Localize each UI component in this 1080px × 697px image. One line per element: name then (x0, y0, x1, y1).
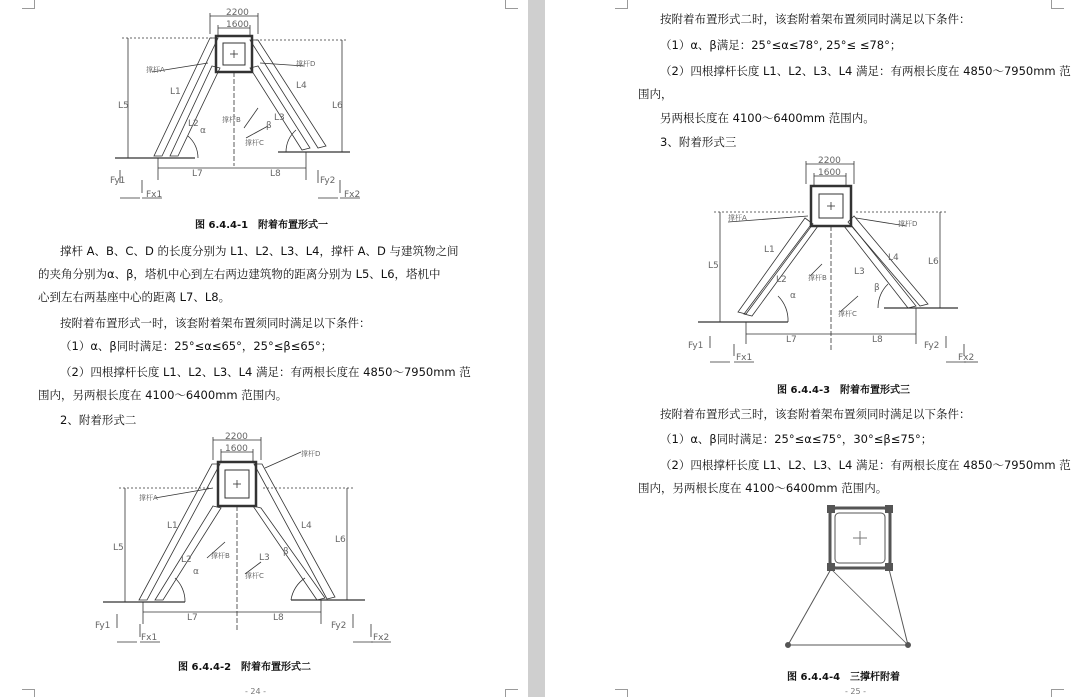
svg-text:L3: L3 (854, 267, 865, 277)
svg-text:L6: L6 (928, 257, 939, 267)
figure-caption: 图 6.4.4-2 附着布置形式二 (178, 662, 312, 673)
svg-text:L2: L2 (776, 275, 787, 285)
svg-text:L7: L7 (187, 613, 198, 623)
svg-text:L2: L2 (188, 119, 199, 129)
svg-text:2200: 2200 (818, 156, 841, 166)
svg-text:撑杆D: 撑杆D (296, 60, 316, 68)
page-number: - 24 - (245, 687, 267, 696)
svg-text:撑杆A: 撑杆A (146, 66, 165, 74)
svg-text:撑杆A: 撑杆A (728, 214, 747, 222)
svg-text:L4: L4 (301, 521, 312, 531)
svg-text:撑杆C: 撑杆C (838, 310, 857, 318)
condition-item: （2）四根撑杆长度 L1、L2、L3、L4 满足：有两根长度在 4850～7950mm 范 (660, 458, 1071, 472)
svg-text:β: β (874, 283, 880, 293)
svg-text:2200: 2200 (226, 8, 249, 18)
svg-text:Fy2: Fy2 (331, 621, 347, 631)
figure-caption: 图 6.4.4-3 附着布置形式三 (777, 385, 911, 396)
figure-caption: 图 6.4.4-4 三撑杆附着 (787, 672, 901, 683)
svg-text:Fy1: Fy1 (110, 176, 126, 186)
svg-text:Fx2: Fx2 (958, 353, 975, 363)
svg-text:撑杆C: 撑杆C (245, 572, 264, 580)
svg-text:L4: L4 (888, 253, 899, 263)
svg-text:Fy1: Fy1 (688, 341, 704, 351)
svg-text:1600: 1600 (226, 20, 249, 30)
svg-text:L6: L6 (332, 101, 343, 111)
attachment-diagram-form-3 (688, 156, 978, 374)
attachment-diagram-form-2 (95, 432, 395, 647)
svg-text:L8: L8 (872, 335, 883, 345)
svg-text:L7: L7 (192, 169, 203, 179)
svg-text:撑杆B: 撑杆B (808, 274, 827, 282)
svg-text:L4: L4 (296, 81, 307, 91)
page-corner-mark (22, 0, 35, 9)
svg-text:L5: L5 (113, 543, 124, 553)
condition-item: （1）α、β同时满足：25°≤α≤75°，30°≤β≤75°； (660, 432, 933, 446)
svg-text:Fx1: Fx1 (141, 633, 158, 643)
figure-caption: 图 6.4.4-1 附着布置形式一 (195, 220, 329, 231)
svg-text:L2: L2 (181, 555, 192, 565)
condition-item: 围内， (638, 87, 673, 101)
paragraph-line: 心到左右两基座中心的距离 L7、L8。 (38, 290, 231, 304)
svg-text:撑杆B: 撑杆B (222, 116, 241, 124)
svg-text:L6: L6 (335, 535, 346, 545)
condition-item: 围内，另两根长度在 4100～6400mm 范围内。 (38, 388, 288, 402)
condition-item: 另两根长度在 4100～6400mm 范围内。 (660, 111, 875, 125)
page-corner-mark (1051, 689, 1064, 697)
page-corner-mark (1051, 0, 1064, 9)
svg-text:Fy2: Fy2 (924, 341, 940, 351)
svg-text:撑杆D: 撑杆D (898, 220, 918, 228)
page-corner-mark (22, 689, 35, 697)
svg-text:撑杆D: 撑杆D (301, 450, 321, 458)
svg-text:L8: L8 (270, 169, 281, 179)
paragraph-line: 按附着布置形式二时，该套附着架布置须同时满足以下条件： (660, 12, 971, 26)
svg-text:β: β (283, 547, 289, 557)
page-corner-mark (615, 0, 628, 9)
svg-text:α: α (200, 126, 206, 136)
svg-text:Fx2: Fx2 (373, 633, 390, 643)
svg-text:撑杆A: 撑杆A (139, 494, 158, 502)
svg-text:α: α (193, 567, 199, 577)
three-strut-diagram (780, 505, 920, 655)
svg-text:撑杆C: 撑杆C (245, 139, 264, 147)
svg-text:1600: 1600 (225, 444, 248, 454)
svg-text:1600: 1600 (818, 168, 841, 178)
condition-item: （2）四根撑杆长度 L1、L2、L3、L4 满足：有两根长度在 4850～7950mm 范 (60, 365, 471, 379)
svg-text:Fy2: Fy2 (320, 176, 336, 186)
svg-text:Fy1: Fy1 (95, 621, 111, 631)
svg-text:Fx2: Fx2 (344, 190, 361, 200)
document-page-left (0, 0, 528, 697)
section-heading: 3、附着形式三 (660, 135, 737, 149)
page-corner-mark (505, 689, 518, 697)
svg-text:L1: L1 (170, 87, 181, 97)
condition-item: （2）四根撑杆长度 L1、L2、L3、L4 满足：有两根长度在 4850～7950mm 范 (660, 64, 1071, 78)
svg-text:L1: L1 (167, 521, 178, 531)
paragraph-line: 的夹角分别为α、β，塔机中心到左右两边建筑物的距离分别为 L5、L6，塔机中 (38, 267, 441, 281)
svg-text:α: α (790, 291, 796, 301)
svg-text:β: β (266, 121, 272, 131)
condition-item: （1）α、β同时满足：25°≤α≤65°，25°≤β≤65°； (60, 339, 333, 353)
svg-text:撑杆B: 撑杆B (211, 552, 230, 560)
svg-text:L5: L5 (118, 101, 129, 111)
svg-text:L1: L1 (764, 245, 775, 255)
page-number: - 25 - (845, 687, 867, 696)
svg-text:2200: 2200 (225, 432, 248, 442)
svg-text:L3: L3 (274, 113, 285, 123)
svg-text:Fx1: Fx1 (736, 353, 753, 363)
svg-text:Fx1: Fx1 (146, 190, 163, 200)
section-heading: 2、附着形式二 (60, 413, 137, 427)
svg-text:L7: L7 (786, 335, 797, 345)
svg-text:L8: L8 (273, 613, 284, 623)
condition-item: （1）α、β满足：25°≤α≤78°, 25°≤ ≤78°； (660, 38, 902, 52)
paragraph-line: 按附着布置形式一时，该套附着架布置须同时满足以下条件： (60, 316, 371, 330)
attachment-diagram-form-1 (110, 8, 370, 203)
page-gutter (528, 0, 545, 697)
paragraph-line: 按附着布置形式三时，该套附着架布置须同时满足以下条件： (660, 407, 971, 421)
svg-text:L5: L5 (708, 261, 719, 271)
svg-text:L3: L3 (259, 553, 270, 563)
document-page-right (545, 0, 1080, 697)
paragraph-line: 撑杆 A、B、C、D 的长度分别为 L1、L2、L3、L4，撑杆 A、D 与建筑物之间 (60, 244, 459, 258)
condition-item: 围内，另两根长度在 4100～6400mm 范围内。 (638, 481, 888, 495)
page-corner-mark (505, 0, 518, 9)
page-corner-mark (615, 689, 628, 697)
